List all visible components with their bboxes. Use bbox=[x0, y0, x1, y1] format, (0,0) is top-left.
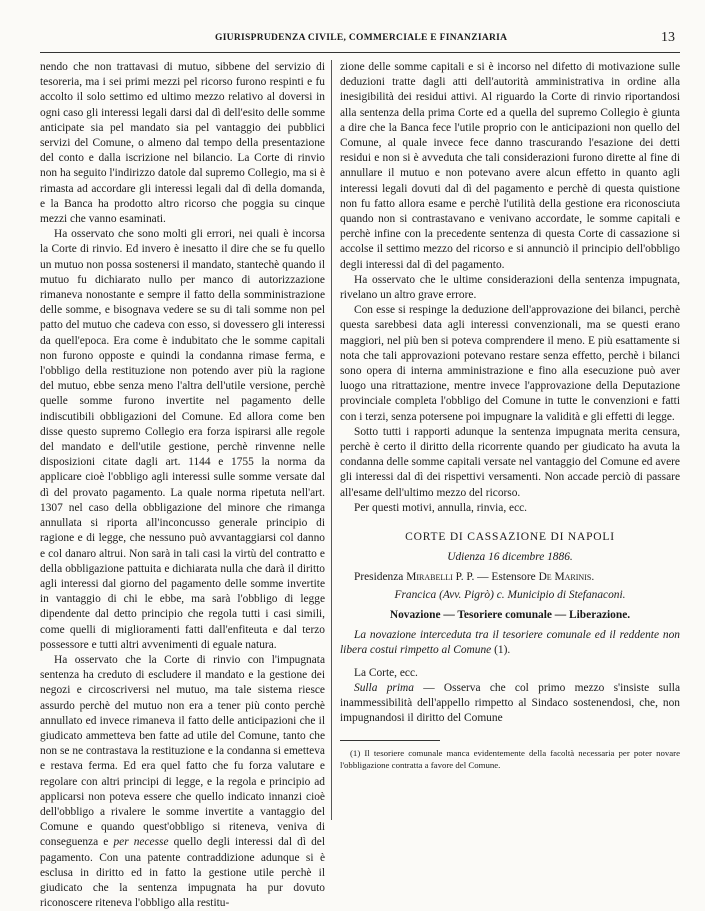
sulla-prima-text: — Osserva che col primo mezzo s'insiste sulla inammessibilità dell'appello rimpetto al Sindaco sostenendosi, che, non impugnandosi il diritto del Comune bbox=[340, 681, 680, 725]
left-paragraph-3 bbox=[40, 653, 325, 911]
page-number: 13 bbox=[661, 30, 675, 45]
left-column bbox=[40, 60, 325, 911]
case-parties: Francica (Avv. Pigrò) c. Municipio di Stefanaconi. bbox=[394, 588, 626, 601]
header-rule bbox=[40, 52, 680, 53]
left-paragraph-1: nendo che non trattavasi di mutuo, sibbene del servizio di tesoreria, ma i sei primi mezzi pel ricorso furono respinti e fu accolto il solo settimo ed ultimo mezzo relativo al doversi in ogni caso gli interessi legali darsi dal dì dell'esito delle somme anticipate sia pel mandato sia pel vantaggio dei pubblici servizi del Comune, o almeno dal tempo della presentazione del conto e dalla iscrizione nel bilancio. La Corte di rinvio non ha seguito l'indirizzo datole dal supremo Collegio, ma si è rimasta ad accordare gli interessi legali dal dì della domanda, e la Banca ha prodotto altro ricorso che poggia su cinque mezzi che vanno esaminati. bbox=[40, 61, 325, 226]
la-corte: La Corte, ecc. bbox=[354, 666, 418, 679]
left-paragraph-3-end: quello degli interessi dal dì del pagamento. Con una patente contraddizione adunque si è esclusa in diritto ed in fatto la gestione utile perchè il giudicato che la sentenza impugnata ha pur dovuto riconoscere riteneva l'obbligo alla restitu- bbox=[40, 836, 325, 910]
estensore-name: De Marinis. bbox=[538, 570, 595, 583]
president-role: P. P. — Estensore bbox=[455, 570, 536, 583]
right-paragraph-4: Sotto tutti i rapporti adunque la sentenza impugnata merita censura, perchè è certo il diritto della ricorrente quando per giudicato ha avuta la condanna delle somme capitali versate nel vantaggio del Comune ed avere gli interessi dal dì dei rispettivi versamenti. Non accade perciò di passare all'esame dell'ultimo mezzo del ricorso. bbox=[340, 425, 680, 499]
president-name: Mirabelli bbox=[406, 570, 453, 583]
footnote-rule bbox=[340, 740, 440, 741]
sulla-prima-paragraph bbox=[340, 681, 680, 727]
running-head: GIURISPRUDENZA CIVILE, COMMERCIALE E FINANZIARIA bbox=[215, 33, 508, 43]
left-paragraph-3-start: Ha osservato che la Corte di rinvio con l'impugnata sentenza ha creduto di escludere il mandato e la gestione dei negozi e circoscriversi nel mutuo, ma tale sistema riesce assurdo perchè del mutuo non era a tener più conto perchè annullato ed invece rimaneva il fatto delle anticipazioni che il giudicato ammetteva ben fatte ad utile del Comune, tanto che non se ne contrastava la restituzione e la condanna si emetteva e restava ferma. Ed era quel fatto che fu forza valutare e regolare con altri principi di legge, e la regola e principio ad applicarsi non poteva essere che quello indicato innanzi cioè dell'obbligo a rivalere le somme invertite a vantaggio del Comune e quando quest'obbligo si riteneva, veniva di conseguenza e bbox=[40, 653, 325, 849]
maxim-text: La novazione interceduta tra il tesoriere comunale ed il reddente non libera costui rimpetto al Comune bbox=[340, 629, 680, 657]
column-divider bbox=[331, 60, 332, 820]
case-subject: Novazione — Tesoriere comunale — Liberazione. bbox=[389, 608, 631, 621]
case-maxim bbox=[340, 628, 680, 658]
presidency-line bbox=[340, 570, 680, 585]
presidency-prefix: Presidenza bbox=[354, 570, 404, 583]
sulla-prima-label: Sulla prima bbox=[354, 681, 414, 694]
court-heading: CORTE DI CASSAZIONE DI NAPOLI bbox=[405, 531, 615, 544]
hearing-date: Udienza 16 dicembre 1886. bbox=[447, 551, 573, 564]
left-paragraph-2: Ha osservato che sono molti gli errori, nei quali è incorsa la Corte di rinvio. Ed invero è inesatto il dire che se fu quello un mutuo non possa sostenersi il mandato, stantechè quando il mutuo fu dichiarato nullo per manco di autorizzazione rimaneva nonostante e sempre il fatto della somministrazione delle somme, e bisognava vedere se su di tali somme non pel patto del mutuo che cadeva con esso, si dovessero gli interessi da quell'epoca. Era come è indubitato che le somme capitali non furono opposte e quindi la condanna rimase ferma, e l'obbligo della restituzione non potendo aver più la ragione del mutuo, ebbe senza meno l'altra dell'utile versione, perchè quelle somme furono invertite nel pagamento delle indiscutibili obbligazioni del Comune. Ed allora come ben disse questo supremo Collegio era forza ispirarsi alle regole del mandato e dell'utile gestione, perchè rinvenne nelle disposizioni citate dagli art. 1144 e 1755 la norma da applicare cioè l'obbligo agli interessi sulle somme versate dal dì del provato pagamento. La quale norma ripetuta nell'art. 1307 nel caso della obbligazione del minore che rimanga annullata si riporta all'inconcusso generale principio di ragione e di legge, che nessuno può avvantaggiarsi col danno e col danaro altrui. Non sarà in tali casi la virtù del contratto e della obbligazione pattuita e dichiarata nulla che darà il diritto agli interessi dal giorno del pagamento delle somme invertite in vantaggio di chi le ebbe, ma sarà l'obbligo di legge dipendente dal detto principio che regola tutti i casi simili, come quelli di miglioramenti fatti dall'enfiteuta e dal terzo possessore e tutti altri avvenimenti di eguale natura. bbox=[40, 228, 325, 651]
page-header bbox=[40, 30, 675, 50]
right-column bbox=[340, 60, 680, 771]
latin-phrase: per necesse bbox=[113, 836, 169, 849]
maxim-note-ref: (1). bbox=[494, 644, 511, 657]
right-paragraph-1: zione delle somme capitali e si è incorso nel difetto di motivazione sulle deduzioni tratte dagli atti dell'autorità amministrativa in ordine alla inesigibilità dei residui attivi. Al riguardo la Corte di rinvio riportandosi alla sentenza della prima Corte ed a quella del supremo Collegio è giunta a dire che la Banca fece l'utile proprio con le anticipazioni non quello del Comune, al quale invece fece danno trascurando l'esazione dei detti residui e non si è avveduta che tali considerazioni furono dirette al fine di annullare il mutuo e non potevano avere alcun effetto in quanto agli interessi legali dovuti dal dì del pagamento e perchè di questa quistione non fu fatto allora esame e perchè l'utilità della gestione era riconosciuta quando non si contrastavano e venivano accordate, le somme capitali e perchè infine con la precedente sentenza di questa Corte di cassazione si accolse il settimo mezzo del ricorso e si annunciò il principio dell'obbligo degli interessi dal dì del pagamento. bbox=[340, 61, 680, 271]
footnote: (1) Il tesoriere comunale manca evidentemente della facoltà necessaria per poter novare l'obbligazione contratta a favore del Comune. bbox=[340, 748, 680, 771]
right-paragraph-5: Per questi motivi, annulla, rinvia, ecc. bbox=[354, 501, 528, 514]
right-paragraph-2: Ha osservato che le ultime considerazioni della sentenza impugnata, rivelano un altro grave errore. bbox=[340, 273, 680, 302]
right-paragraph-3: Con esse si respinge la deduzione dell'approvazione dei bilanci, perchè questa sarebbesi data agli interessi convenzionali, ma se questi erano maggiori, nel più ben si poteva comprendere il meno. E più esattamente si nota che tali approvazioni potevano restare senza effetto, perchè i bilanci sono opera di interna amministrazione e fino alla esecuzione può aver luogo una ritrattazione, mentre invece l'approvazione della Deputazione provinciale completa l'obbligo del Comune in tutte le convenzioni e fatti con i terzi, senza potersene poi impugnare la validità e gli effetti di legge. bbox=[340, 304, 680, 423]
